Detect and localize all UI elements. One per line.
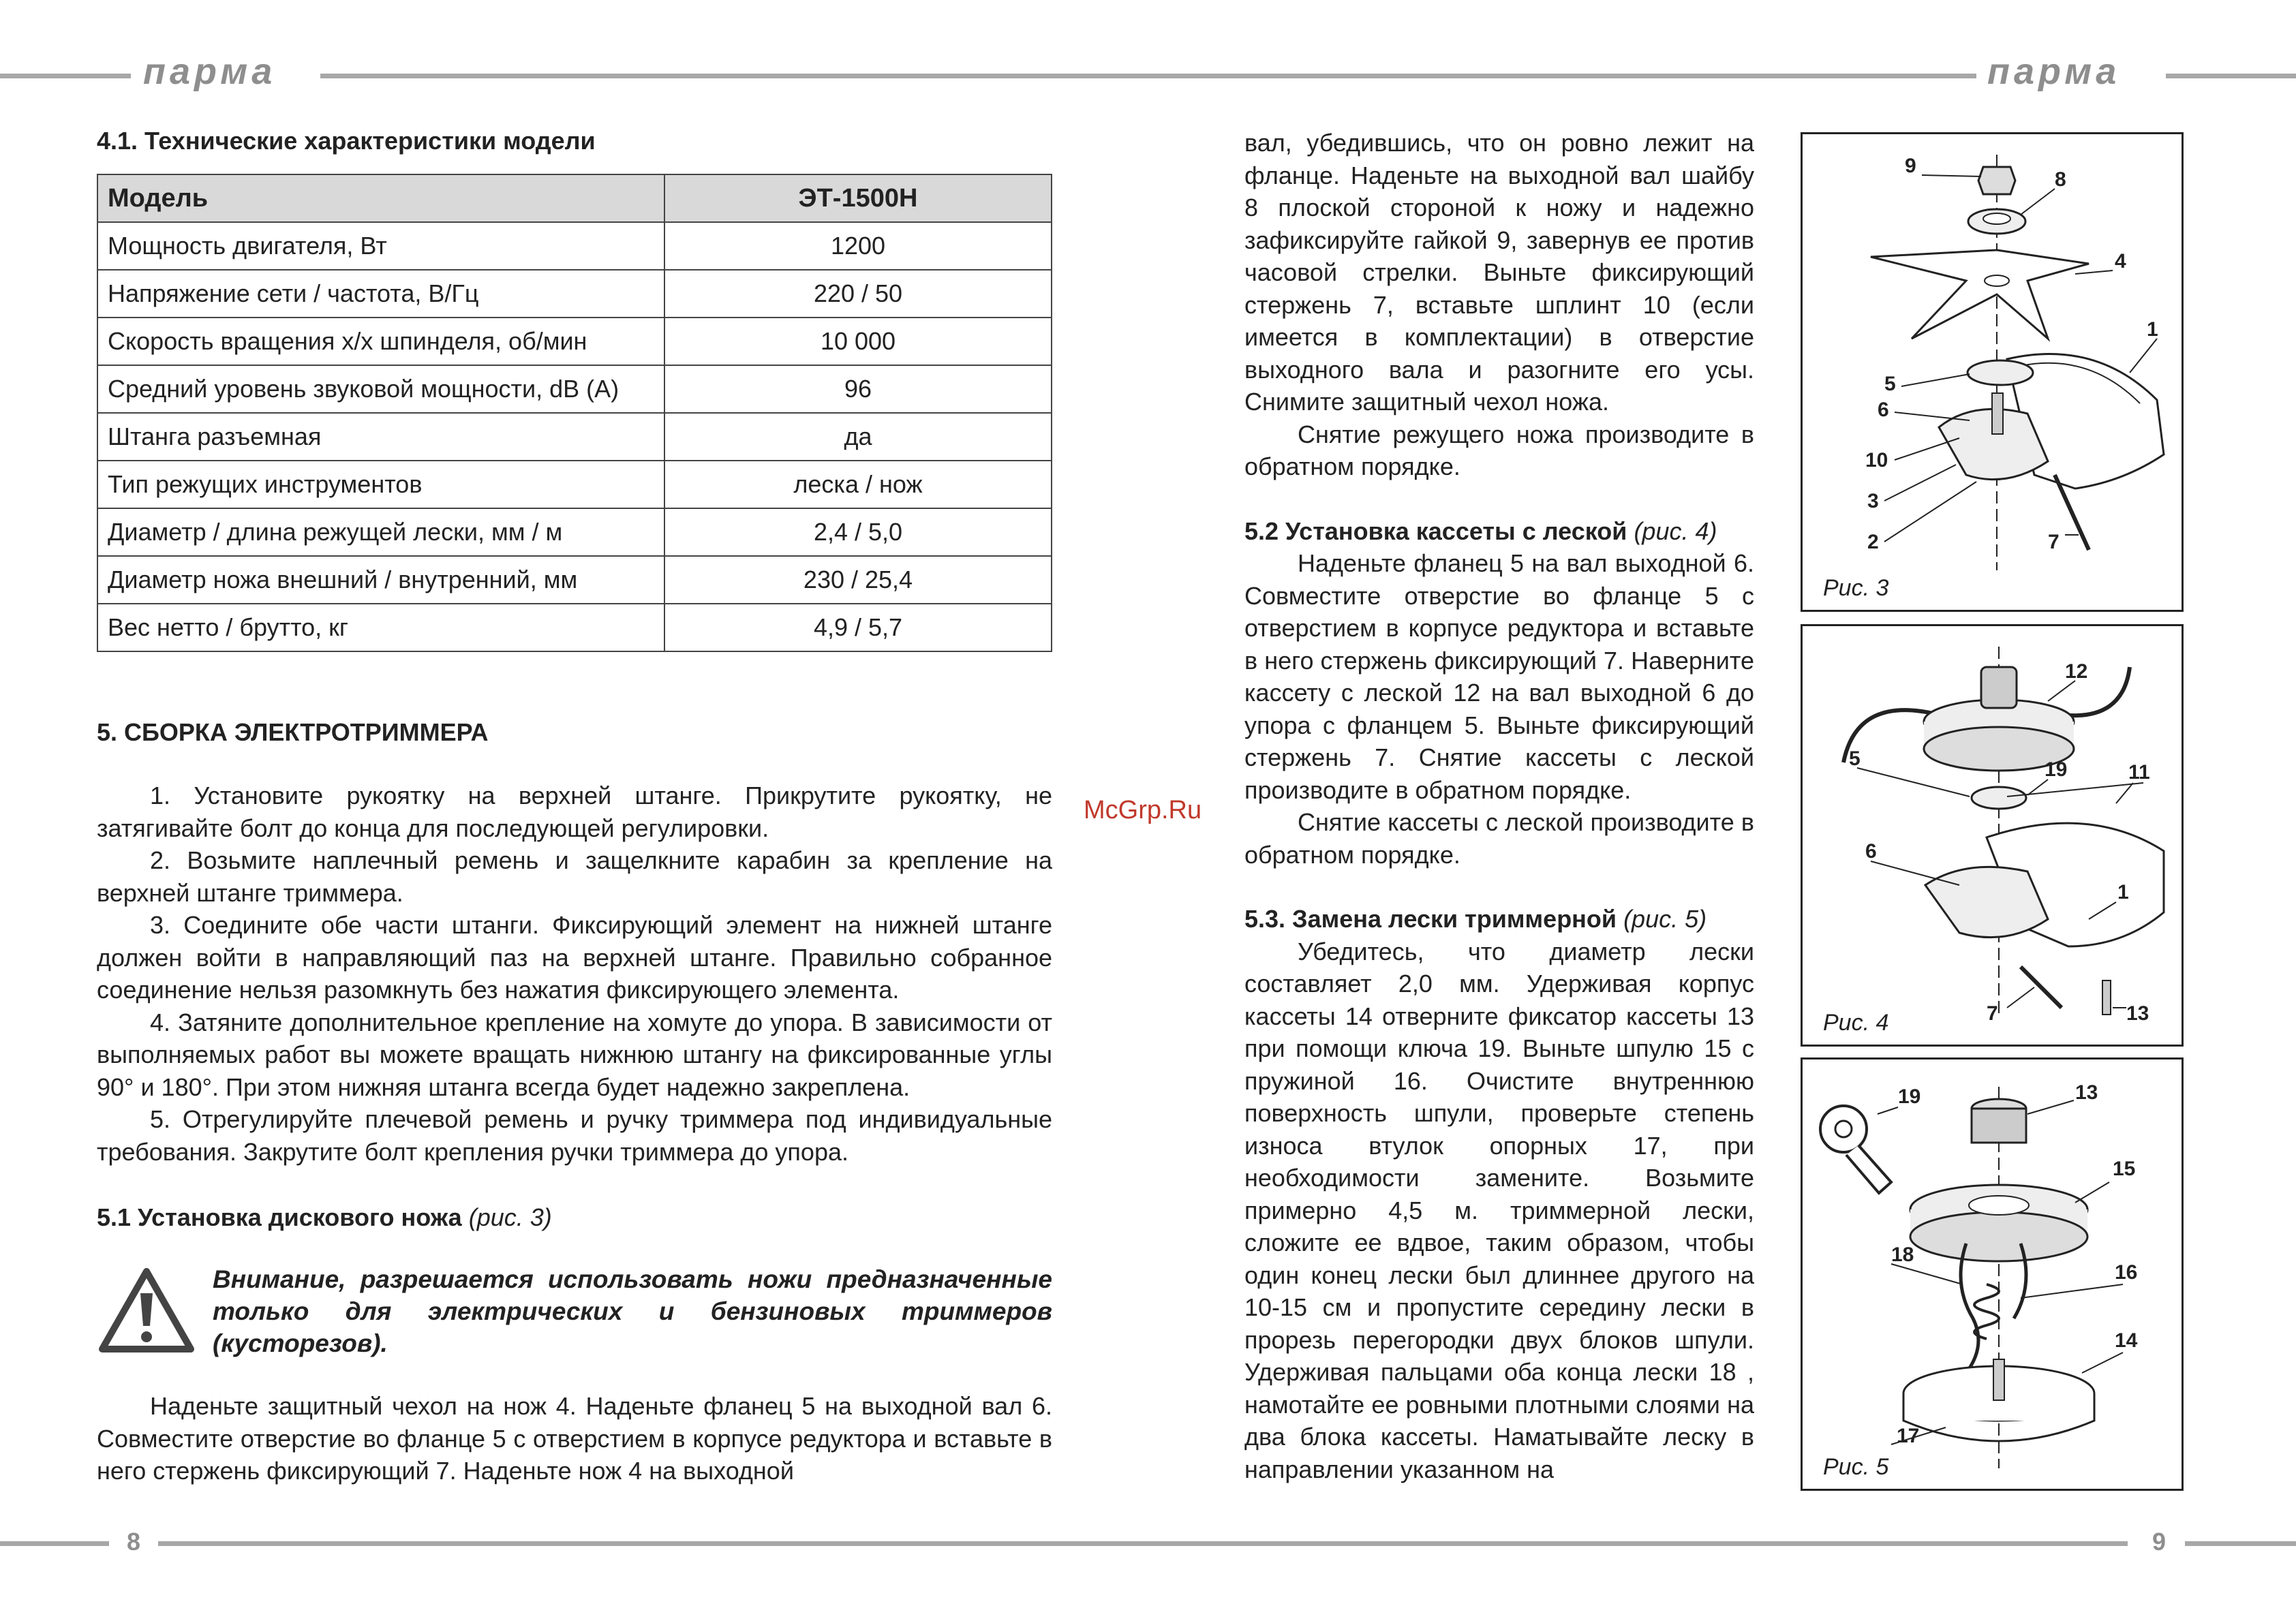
page-number-right: 9 xyxy=(2152,1528,2167,1556)
fig5-label-15: 15 xyxy=(2113,1158,2136,1180)
warning-icon xyxy=(97,1266,196,1355)
header-rule-right xyxy=(2166,74,2296,78)
section-4-1-title: 4.1. Технические характеристики модели xyxy=(97,127,596,155)
table-row xyxy=(97,508,1052,556)
page-number-left: 8 xyxy=(127,1528,141,1556)
fig5-label-16: 16 xyxy=(2115,1261,2138,1284)
footer-rule-left xyxy=(0,1541,109,1546)
fig5-label-17: 17 xyxy=(1897,1425,1920,1447)
spec-value: 220 / 50 xyxy=(664,270,1052,318)
section-5-2-title xyxy=(1244,515,1754,548)
spec-param: Диаметр ножа внешний / внутренний, мм xyxy=(97,556,664,604)
figure-3-caption: Рис. 3 xyxy=(1823,575,1889,601)
footer-rule-right xyxy=(2185,1541,2296,1546)
fig4-label-7: 7 xyxy=(1987,1002,1998,1025)
fig4-label-6: 6 xyxy=(1865,840,1877,863)
line-replace-text: Убедитесь, что диаметр лески составляет 2,0 мм. Удерживая корпус кассеты 14 отверните фиксатор кассеты 13 при помощи ключа 19. Выньте шпулю 15 с пружиной 16. Очистите внутреннюю поверхность шпули, проверьте степень износа втулок опорных 17, при необходимости замените. Возьмите примерно 4,5 м. триммерной лески, сложите ее вдвое, таким образом, чтобы один конец лески был длиннее другого на 10-15 см и пропустите середину лески в прорезь перегородки двух блоков шпули. Удерживая пальцами оба конца лески 18 , намотайте ее ровными плотными слоями на два блока кассеты. Наматывайте леску в направлении указанном на xyxy=(1244,937,1754,1483)
brand-logo-left: парма xyxy=(143,51,277,92)
section-5-1-body-left xyxy=(97,1390,1052,1487)
spec-value: да xyxy=(664,413,1052,461)
figure-5 xyxy=(1801,1057,2184,1491)
spec-value: 96 xyxy=(664,365,1052,413)
knife-removal-text: Снятие режущего ножа производите в обратном порядке. xyxy=(1244,420,1754,480)
footer-rule-center xyxy=(158,1541,2128,1546)
section-5-1-title xyxy=(97,1203,552,1232)
fig4-label-11: 11 xyxy=(2128,761,2150,784)
section-5-2-figure-ref: (рис. 4) xyxy=(1634,516,1717,545)
fig4-label-13: 13 xyxy=(2126,1002,2149,1025)
assembly-step-5: 5. Отрегулируйте плечевой ремень и ручку триммера под индивидуальные требования. Закрутите болт крепления ручки триммера до упора. xyxy=(97,1105,1052,1166)
table-row xyxy=(97,318,1052,365)
section-5-3-title xyxy=(1244,903,1754,936)
spec-param: Напряжение сети / частота, В/Гц xyxy=(97,270,664,318)
spec-table-header xyxy=(97,174,1052,222)
spec-param: Скорость вращения х/х шпинделя, об/мин xyxy=(97,318,664,365)
table-row xyxy=(97,270,1052,318)
section-5-1-figure-ref: (рис. 3) xyxy=(468,1203,552,1231)
spec-param: Мощность двигателя, Вт xyxy=(97,222,664,270)
section-5-3-title-text: 5.3. Замена лески триммерной xyxy=(1244,905,1617,933)
figure-4 xyxy=(1801,624,2184,1047)
spec-value: 2,4 / 5,0 xyxy=(664,508,1052,556)
figure-3 xyxy=(1801,132,2184,612)
fig3-label-6: 6 xyxy=(1878,399,1889,421)
spec-value: 4,9 / 5,7 xyxy=(664,604,1052,651)
section-5-3-figure-ref: (рис. 5) xyxy=(1623,905,1707,933)
assembly-step-4: 4. Затяните дополнительное крепление на хомуте до упора. В зависимости от выполняемых работ вы можете вращать нижнюю штангу на фиксированные углы 90° и 180°. При этом нижняя штанга всегда будет надежно закреплена. xyxy=(97,1008,1052,1101)
spec-value: 10 000 xyxy=(664,318,1052,365)
brand-logo-right: парма xyxy=(1987,51,2121,92)
spec-header-value: ЭТ-1500Н xyxy=(664,174,1052,222)
fig4-label-1: 1 xyxy=(2117,881,2129,903)
spec-value: 1200 xyxy=(664,222,1052,270)
figure-5-drawing xyxy=(1803,1060,2182,1489)
figure-5-caption: Рис. 5 xyxy=(1823,1454,1889,1480)
fig3-label-1: 1 xyxy=(2147,318,2158,341)
cassette-removal-text: Снятие кассеты с леской производите в обратном порядке. xyxy=(1244,808,1754,869)
fig5-label-14: 14 xyxy=(2115,1329,2138,1352)
spec-header-model: Модель xyxy=(97,174,664,222)
fig4-label-12: 12 xyxy=(2065,660,2088,683)
section-5-1-title-text: 5.1 Установка дискового ножа xyxy=(97,1203,462,1231)
key-icon xyxy=(1820,1106,1891,1193)
assembly-step-2: 2. Возьмите наплечный ремень и защелкните карабин за крепление на верхней штанге триммера. xyxy=(97,846,1052,907)
spec-param: Средний уровень звуковой мощности, dB (A) xyxy=(97,365,664,413)
watermark-link[interactable]: McGrp.Ru xyxy=(1084,796,1202,824)
fig5-label-13: 13 xyxy=(2075,1081,2098,1104)
spec-param: Вес нетто / брутто, кг xyxy=(97,604,664,651)
fig4-label-19: 19 xyxy=(2045,758,2068,781)
figure-4-drawing xyxy=(1803,626,2182,1045)
header-rule-left xyxy=(0,74,131,78)
section-5-title: 5. СБОРКА ЭЛЕКТРОТРИММЕРА xyxy=(97,718,489,746)
fig4-label-5: 5 xyxy=(1849,747,1861,770)
spec-value: леска / нож xyxy=(664,461,1052,508)
knife-install-text-1: Наденьте защитный чехол на нож 4. Наденьте фланец 5 на выходной вал 6. Совместите отверстие во фланце 5 с отверстием в корпусе редуктора и вставьте в него стержень фиксирующий 7. Наденьте нож 4 на выходной xyxy=(97,1392,1052,1485)
table-row xyxy=(97,222,1052,270)
spec-param: Тип режущих инструментов xyxy=(97,461,664,508)
figure-4-caption: Рис. 4 xyxy=(1823,1010,1889,1036)
fig3-label-3: 3 xyxy=(1867,490,1879,512)
knife-install-text-2: вал, убедившись, что он ровно лежит на фланце. Наденьте на выходной вал шайбу 8 плоской стороной к ножу и надежно зафиксируйте гайкой 9, завернув ее против часовой стрелки. Выньте фиксирующий стержень 7, вставьте шплинт 10 (если имеется в комплектации) в отверстие выходного вала и разогните его усы. Снимите защитный чехол ножа. xyxy=(1244,129,1754,416)
fig3-label-4: 4 xyxy=(2115,250,2126,273)
fig5-label-19: 19 xyxy=(1898,1085,1921,1108)
fig3-label-2: 2 xyxy=(1867,531,1879,553)
section-5-2-title-text: 5.2 Установка кассеты с леской xyxy=(1244,516,1627,545)
spec-param: Диаметр / длина режущей лески, мм / м xyxy=(97,508,664,556)
spec-table xyxy=(97,174,1052,652)
table-row xyxy=(97,413,1052,461)
fig3-label-5: 5 xyxy=(1884,373,1896,395)
fig5-label-18: 18 xyxy=(1891,1243,1914,1266)
assembly-step-1: 1. Установите рукоятку на верхней штанге. Прикрутите рукоятку, не затягивайте болт до конца для последующей регулировки. xyxy=(97,782,1052,842)
cassette-install-text: Наденьте фланец 5 на вал выходной 6. Совместите отверстие во фланце 5 с отверстием в корпусе редуктора и вставьте в него стержень фиксирующий 7. Наверните кассету с леской 12 на вал выходной 6 до упора с фланцем 5. Выньте фиксирующий стержень 7. Снятие кассеты с леской производите в обратном порядке. xyxy=(1244,549,1754,804)
table-row xyxy=(97,365,1052,413)
header-rule-center xyxy=(320,74,1976,78)
fig3-label-7: 7 xyxy=(2048,531,2060,553)
fig3-label-10: 10 xyxy=(1865,449,1888,472)
table-row xyxy=(97,556,1052,604)
fig3-label-9: 9 xyxy=(1905,155,1916,177)
warning-text: Внимание, разрешается использовать ножи предназначенные только для электрических и бензиновых триммеров (кусторезов). xyxy=(213,1265,1052,1357)
table-row xyxy=(97,604,1052,651)
section-5-body xyxy=(97,779,1052,1168)
table-row xyxy=(97,461,1052,508)
spec-value: 230 / 25,4 xyxy=(664,556,1052,604)
figure-3-drawing xyxy=(1803,134,2182,610)
right-column xyxy=(1244,127,1754,1485)
spec-param: Штанга разъемная xyxy=(97,413,664,461)
fig3-label-8: 8 xyxy=(2055,168,2066,191)
assembly-step-3: 3. Соедините обе части штанги. Фиксирующий элемент на нижней штанге должен войти в направляющий паз на верхней штанге. Правильно собранное соединение нельзя разомкнуть без нажатия фиксирующего элемента. xyxy=(97,911,1052,1004)
